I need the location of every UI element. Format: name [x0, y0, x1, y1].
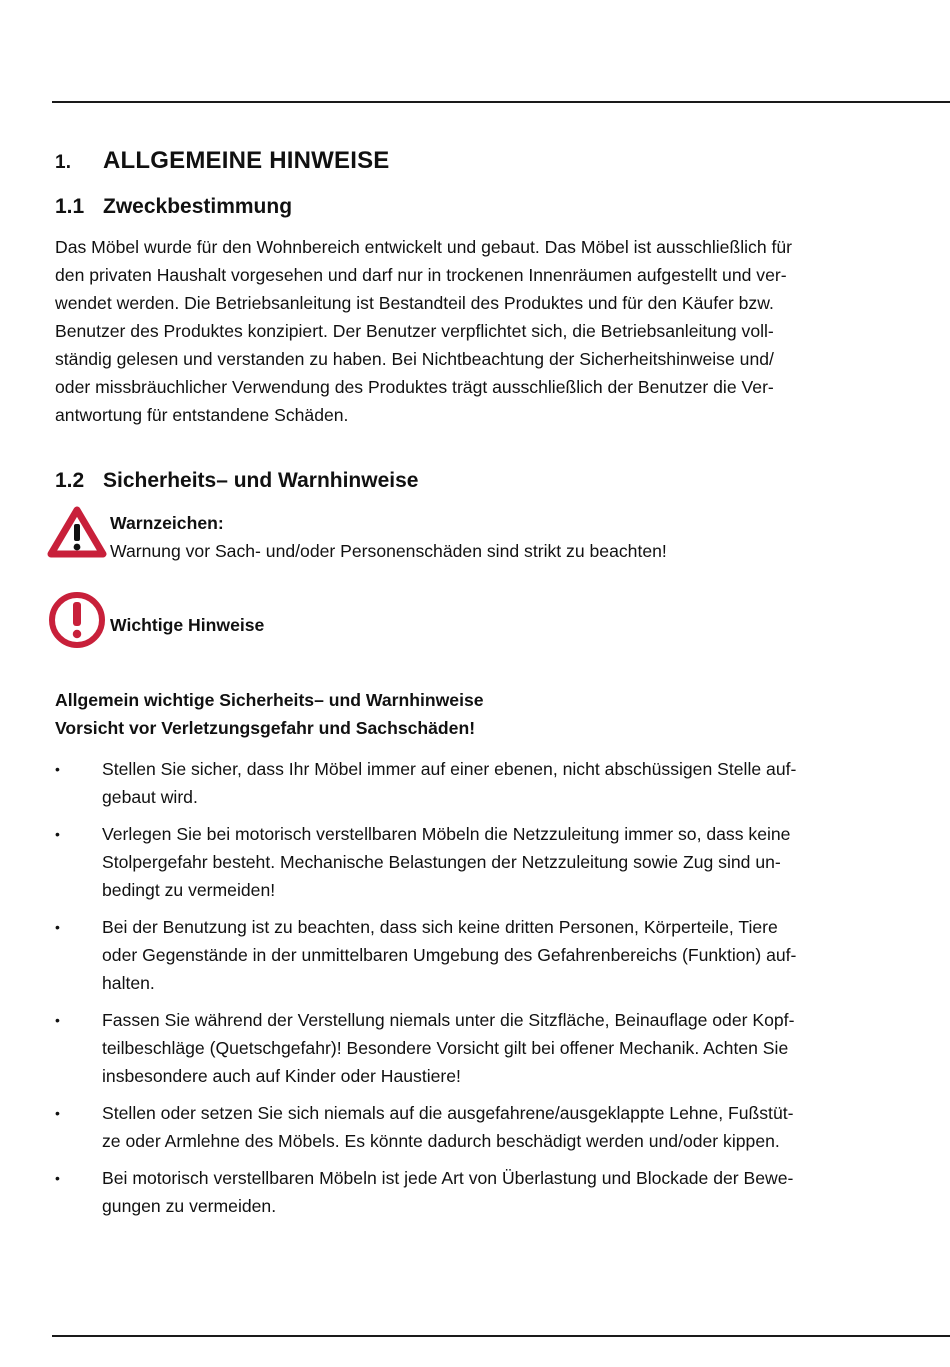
section-number: 1.1 — [55, 195, 85, 218]
section-title: Zweckbestimmung — [103, 195, 293, 218]
heading-title: ALLGEMEINE HINWEISE — [103, 147, 390, 174]
page-title — [55, 147, 389, 175]
bullet-symbol: • — [55, 826, 60, 842]
list-item — [55, 913, 915, 997]
list-item-line: teilbeschläge (Quetschgefahr)! Besondere Vorsicht gilt bei offener Mechanik. Achten Sie — [102, 1038, 789, 1058]
list-item — [55, 1164, 915, 1220]
list-item-line: oder Gegenstände in der unmittelbaren Umgebung des Gefahrenbereichs (Funktion) auf- — [102, 945, 797, 965]
warning-triangle-icon — [47, 506, 107, 558]
bullet-symbol: • — [55, 1170, 60, 1186]
list-item — [55, 755, 915, 811]
list-item — [55, 1099, 915, 1155]
list-item-line: gebaut wird. — [102, 787, 198, 807]
list-item-line: Fassen Sie während der Verstellung niemals unter die Sitzfläche, Beinauflage oder Kopf- — [102, 1010, 795, 1030]
section-title: Sicherheits– und Warnhinweise — [103, 469, 419, 492]
bullet-symbol: • — [55, 1105, 60, 1121]
list-item-line: gungen zu vermeiden. — [102, 1196, 277, 1216]
list-item-line: bedingt zu vermeiden! — [102, 880, 276, 900]
caution-title: Vorsicht vor Verletzungsgefahr und Sachschäden! — [55, 718, 476, 738]
list-item-line: Bei motorisch verstellbaren Möbeln ist jede Art von Überlastung und Blockade der Bewe- — [102, 1168, 794, 1188]
paragraph-line: wendet werden. Die Betriebsanleitung ist Bestandteil des Produktes und für den Käufer bzw. — [55, 293, 774, 313]
exclamation-circle-icon — [47, 590, 107, 650]
list-item-line: Stellen oder setzen Sie sich niemals auf die ausgefahrene/ausgeklappte Lehne, Fußstüt- — [102, 1103, 794, 1123]
section-heading-1-1 — [55, 195, 292, 219]
list-item-line: ze oder Armlehne des Möbels. Es könnte dadurch beschädigt werden und/oder kippen. — [102, 1131, 780, 1151]
list-item-line: Bei der Benutzung ist zu beachten, dass sich keine dritten Personen, Körperteile, Tiere — [102, 917, 778, 937]
list-item-line: Stolpergefahr besteht. Mechanische Belastungen der Netzzuleitung sowie Zug sind un- — [102, 852, 781, 872]
heading-number: 1. — [55, 152, 72, 173]
list-item-line: insbesondere auch auf Kinder oder Haustiere! — [102, 1066, 461, 1086]
paragraph-line: antwortung für entstandene Schäden. — [55, 405, 349, 425]
paragraph-line: Das Möbel wurde für den Wohnbereich entwickelt und gebaut. Das Möbel ist ausschließlich für — [55, 237, 793, 257]
bullet-symbol: • — [55, 919, 60, 935]
list-item-line: Stellen Sie sicher, dass Ihr Möbel immer auf einer ebenen, nicht abschüssigen Stelle auf- — [102, 759, 797, 779]
general-safety-title: Allgemein wichtige Sicherheits– und Warnhinweise — [55, 690, 484, 710]
list-item-line: halten. — [102, 973, 155, 993]
paragraph-line: Benutzer des Produktes konzipiert. Der Benutzer verpflichtet sich, die Betriebsanleitung voll- — [55, 321, 774, 341]
paragraph-line: ständig gelesen und verstanden zu haben. Bei Nichtbeachtung der Sicherheitshinweise und/ — [55, 349, 774, 369]
bullet-symbol: • — [55, 761, 60, 777]
warning-title: Warnzeichen: — [110, 513, 224, 533]
purpose-paragraph — [55, 233, 915, 429]
safety-bullet-list — [55, 755, 915, 1229]
paragraph-line: oder missbräuchlicher Verwendung des Produktes trägt ausschließlich der Benutzer die Ver- — [55, 377, 774, 397]
bullet-symbol: • — [55, 1012, 60, 1028]
list-item — [55, 1006, 915, 1090]
list-item — [55, 820, 915, 904]
list-item-line: Verlegen Sie bei motorisch verstellbaren Möbeln die Netzzuleitung immer so, dass keine — [102, 824, 791, 844]
bottom-rule — [52, 1335, 950, 1337]
warning-text: Warnung vor Sach- und/oder Personenschäden sind strikt zu beachten! — [110, 541, 667, 561]
important-title: Wichtige Hinweise — [110, 615, 265, 635]
section-heading-1-2 — [55, 469, 418, 493]
top-rule — [52, 101, 950, 103]
paragraph-line: den privaten Haushalt vorgesehen und darf nur in trockenen Innenräumen aufgestellt und ver- — [55, 265, 787, 285]
section-number: 1.2 — [55, 469, 85, 492]
